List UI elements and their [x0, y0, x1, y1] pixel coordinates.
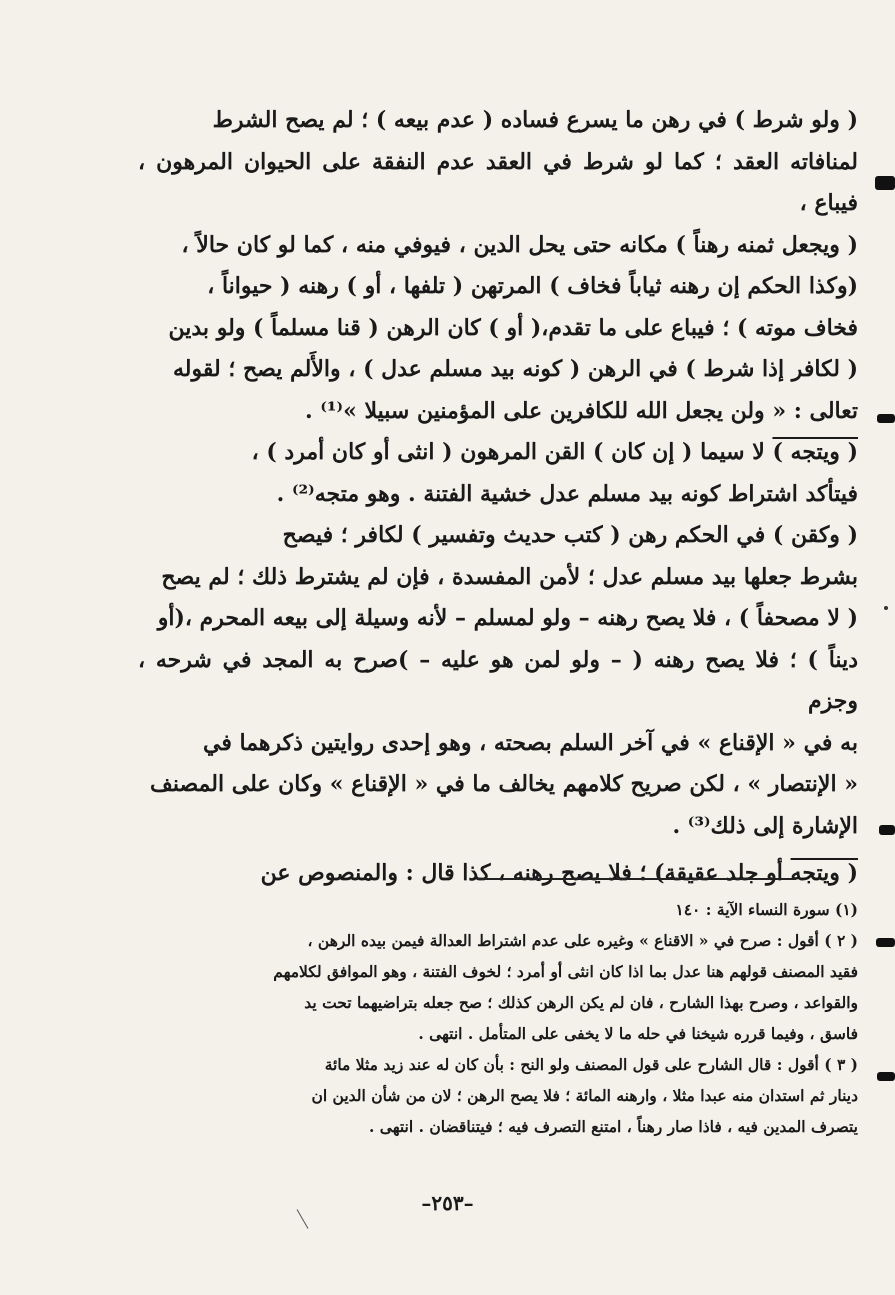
footnote-line: ( ٢ ) أقول : صرح في « الاقناع » وغيره على عدم اشتراط العدالة فيمن بيده الرهن ، — [307, 931, 858, 950]
text-line: تعالى : « ولن يجعل الله للكافرين على المؤمنين سبيلا »⁽¹⁾ . — [305, 397, 858, 424]
footnote-separator — [478, 878, 796, 880]
page-number: –٢٥٣– — [421, 1191, 474, 1215]
text-line: ( لكافر إذا شرط ) في الرهن ( كونه بيد مسلم عدل ) ، والأَلم يصح ؛ لقوله — [172, 356, 858, 382]
scan-mark — [877, 414, 895, 423]
main-text — [138, 100, 858, 895]
scan-mark — [875, 176, 895, 190]
footnote-line: فاسق ، وفيما قرره شيخنا في حله ما لا يخفى على المتأمل . انتهى . — [418, 1024, 858, 1043]
text-line-rest: لا سيما ( إن كان ) القن المرهون ( انثى أو كان أمرد ) ، — [251, 439, 773, 465]
footnote-line: يتصرف المدين فيه ، فاذا صار رهناً ، امتنع التصرف فيه ؛ فيتناقضان . انتهى . — [369, 1117, 858, 1136]
text-line: فخاف موته ) ؛ فيباع على ما تقدم،( أو ) كان الرهن ( قنا مسلماً ) ولو بدين — [168, 314, 858, 341]
text-line: به في « الإقناع » في آخر السلم بصحته ، وهو إحدى روايتين ذكرهما في — [202, 729, 858, 756]
text-line: فيتأكد اشتراط كونه بيد مسلم عدل خشية الفتنة . وهو متجه⁽²⁾ . — [276, 480, 858, 507]
paragraph-2 — [138, 432, 858, 515]
paragraph-4 — [138, 853, 858, 895]
text-line: ( لا مصحفاً ) ، فلا يصح رهنه – ولو لمسلم – لأنه وسيلة إلى بيعه المحرم ،(أو — [157, 605, 858, 631]
paragraph-1 — [138, 100, 858, 432]
scan-mark — [879, 825, 895, 835]
text-line: ( ويجعل ثمنه رهناً ) مكانه حتى يحل الدين ، فيوفي منه ، كما لو كان حالاً ، — [181, 231, 858, 258]
scan-dot — [884, 606, 888, 610]
footnote-3 — [158, 1049, 858, 1142]
footnotes — [158, 894, 858, 1142]
text-line: بشرط جعلها بيد مسلم عدل ؛ لأمن المفسدة ، فإن لم يشترط ذلك ؛ لم يصح — [161, 563, 858, 590]
footnote-line: فقيد المصنف قولهم هنا عدل بما اذا كان انثى أو أمرد ؛ لخوف الفتنة ، وهو الموافق لكلامهم — [273, 962, 858, 981]
text-line — [138, 853, 858, 895]
footnote-line: ( ٣ ) أقول : قال الشارح على قول المصنف ولو النح : بأن كان له عند زيد مثلا مائة — [324, 1055, 858, 1074]
scan-mark — [876, 938, 895, 947]
text-line: لمنافاته العقد ؛ كما لو شرط في العقد عدم النفقة على الحيوان المرهون ، فيباع ، — [138, 148, 858, 216]
text-line: الإشارة إلى ذلك⁽³⁾ . — [672, 812, 858, 839]
footnote-2 — [158, 925, 858, 1049]
footnote-1: (١) سورة النساء الآية : ١٤٠ — [675, 900, 858, 919]
overlined-heading: ( ويتجه — [790, 860, 858, 886]
scan-mark — [877, 1072, 895, 1081]
text-line: ( وكقن ) في الحكم رهن ( كتب حديث وتفسير ) لكافر ؛ فيصح — [282, 522, 858, 548]
text-line: « الإنتصار » ، لكن صريح كلامهم يخالف ما في « الإقناع » وكان على المصنف — [150, 771, 858, 797]
text-line: ديناً ) ؛ فلا يصح رهنه ( – ولو لمن هو عليه – )صرح به المجد في شرحه ، وجزم — [138, 646, 858, 714]
text-line-rest: أو جلد عقيقة) ؛ فلا يصح رهنه ، كذا قال : والمنصوص عن — [260, 860, 791, 886]
text-line: ( ولو شرط ) في رهن ما يسرع فساده ( عدم بيعه ) ؛ لم يصح الشرط — [212, 107, 858, 133]
footnote-line: والقواعد ، وصرح بهذا الشارح ، فان لم يكن الرهن كذلك ؛ صح جعله بتراضيهما تحت يد — [304, 993, 858, 1012]
paragraph-3 — [138, 515, 858, 847]
text-line — [138, 432, 858, 474]
overlined-heading: ( ويتجه ) — [772, 439, 858, 465]
footnote-line: دينار ثم استدان منه عبدا مثلا ، وارهنه المائة ؛ فلا يصح الرهن ؛ لان من شأن الدين ان — [311, 1086, 858, 1105]
text-line: (وكذا الحكم إن رهنه ثياباً فخاف ) المرتهن ( تلفها ، أو ) رهنه ( حيواناً ، — [207, 273, 858, 299]
